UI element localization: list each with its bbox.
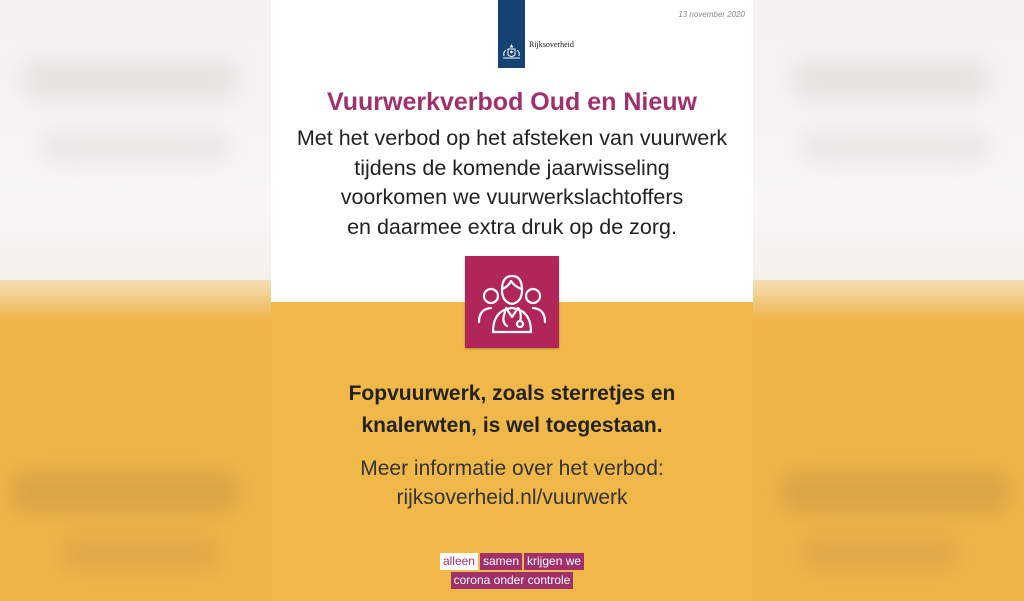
healthcare-workers-icon — [465, 256, 559, 348]
allowed-fireworks-text — [271, 378, 753, 442]
body-text — [271, 124, 753, 242]
logo-text: Rijksoverheid — [529, 40, 574, 49]
more-info — [271, 454, 753, 512]
slogan — [271, 553, 753, 591]
rijksoverheid-logo — [498, 0, 525, 68]
bold-line: Fopvuurwerk, zoals sterretjes en — [348, 382, 676, 405]
coat-of-arms-icon — [501, 44, 522, 60]
body-line: tijdens de komende jaarwisseling — [354, 155, 670, 180]
slogan-word: corona onder controle — [451, 572, 574, 589]
slogan-word: samen — [480, 553, 522, 570]
info-label: Meer informatie over het verbod: — [360, 457, 664, 480]
info-url: rijksoverheid.nl/vuurwerk — [396, 486, 628, 509]
body-line: Met het verbod op het afsteken van vuurwerk — [296, 126, 728, 150]
slogan-word: alleen — [440, 553, 478, 570]
slogan-word: krijgen we — [524, 553, 584, 570]
poster — [271, 0, 753, 601]
publication-date: 13 november 2020 — [678, 10, 745, 19]
bold-line: knalerwten, is wel toegestaan. — [361, 414, 663, 437]
body-line: voorkomen we vuurwerkslachtoffers — [340, 185, 684, 209]
page-title: Vuurwerkverbod Oud en Nieuw — [327, 88, 697, 116]
body-line: en daarmee extra druk op de zorg. — [347, 214, 677, 239]
